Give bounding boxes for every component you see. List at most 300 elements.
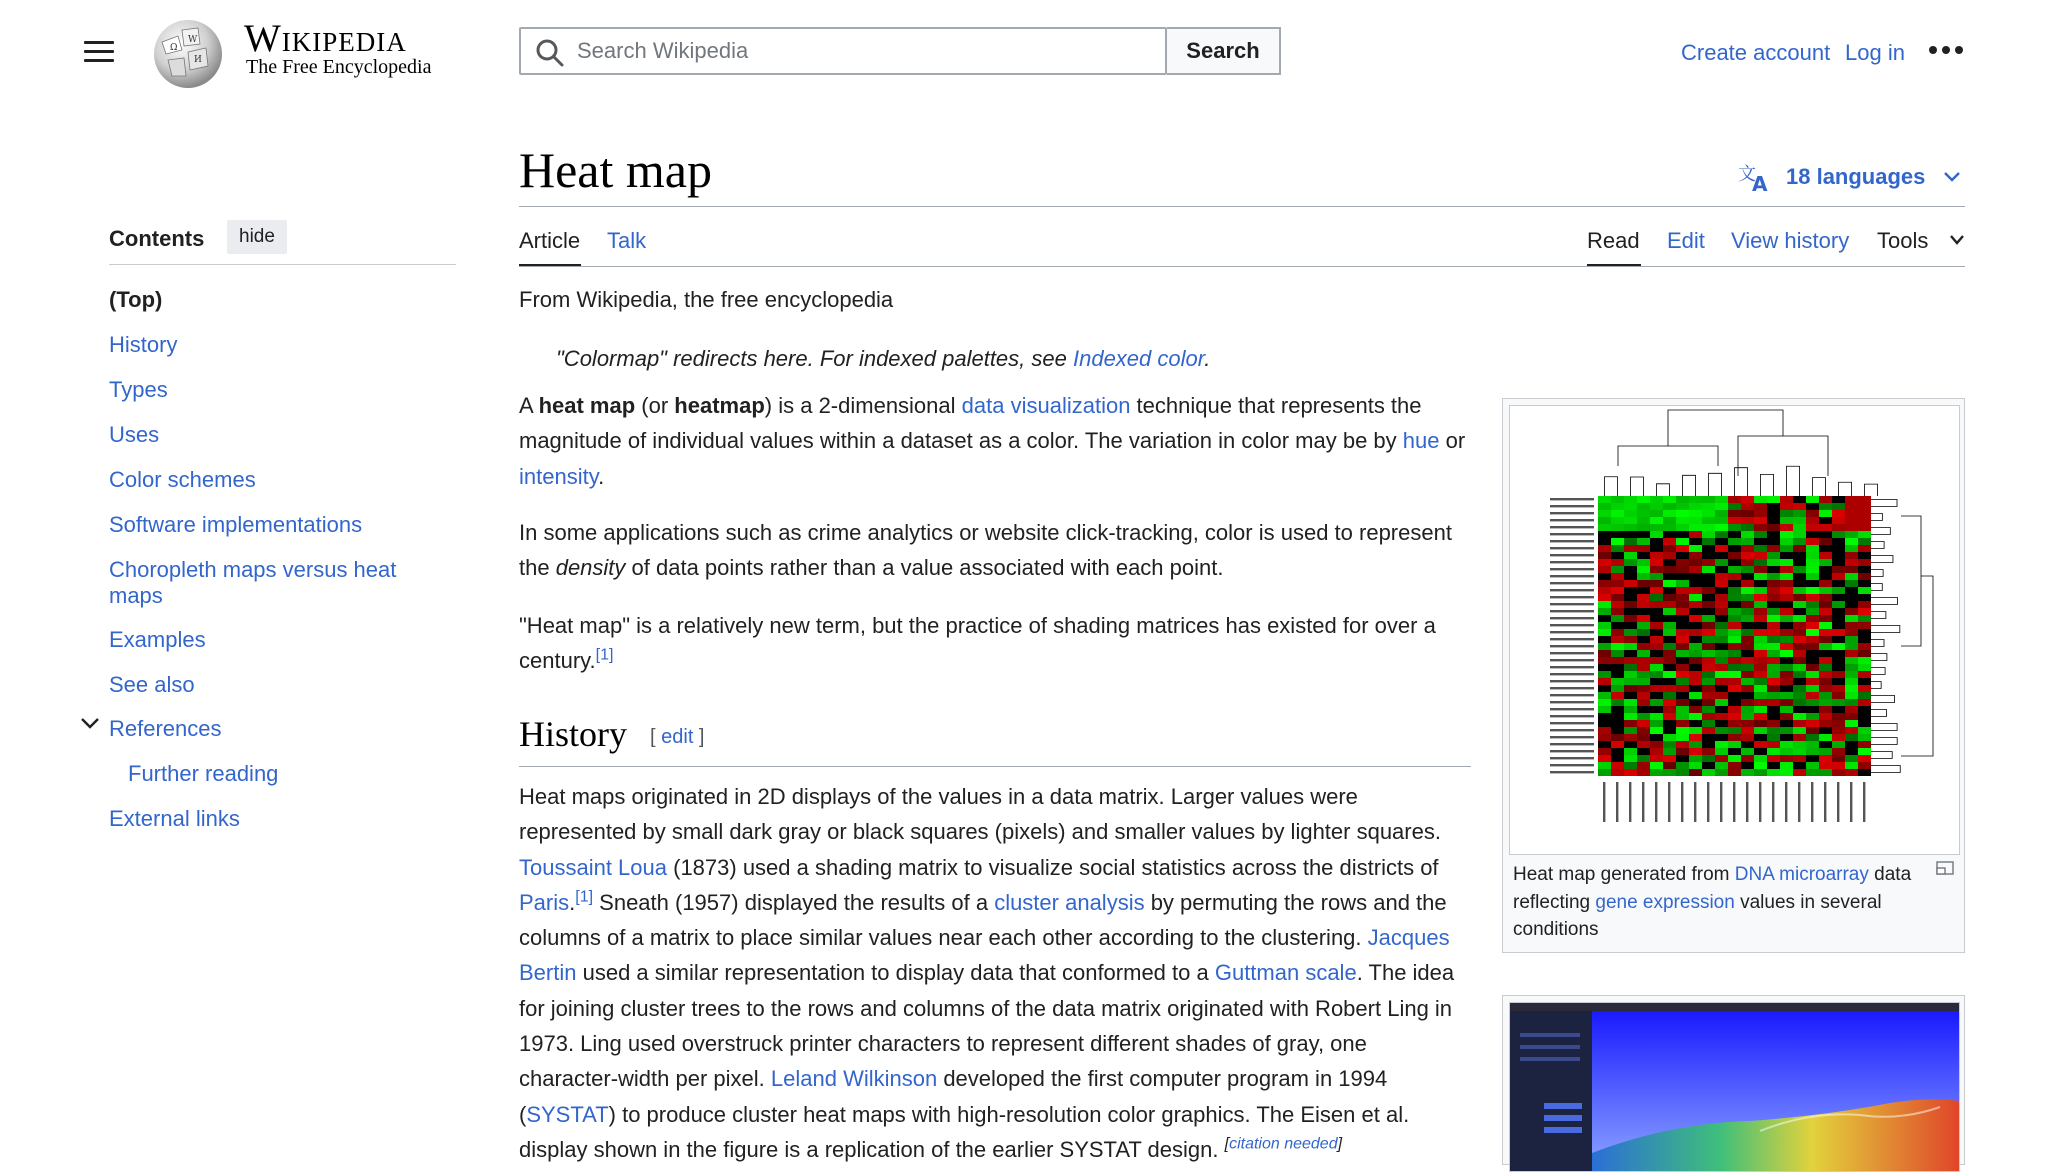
heatmap-cell: [1832, 685, 1845, 692]
heatmap-cell: [1754, 657, 1767, 664]
heatmap-cell: [1624, 769, 1637, 776]
heatmap-cell: [1715, 685, 1728, 692]
heatmap-cell: [1858, 678, 1871, 685]
column-label-mark: [1733, 782, 1735, 822]
toc-item-uses[interactable]: Uses: [109, 422, 160, 447]
heatmap-cell: [1858, 720, 1871, 727]
heatmap-cell: [1598, 636, 1611, 643]
heatmap-cell: [1780, 608, 1793, 615]
heatmap-cell: [1793, 496, 1806, 503]
heatmap-cell: [1832, 650, 1845, 657]
tab-view-history[interactable]: View history: [1731, 228, 1850, 253]
heatmap-cell: [1858, 692, 1871, 699]
heatmap-cell: [1663, 496, 1676, 503]
heatmap-cell: [1598, 762, 1611, 769]
heatmap-cell: [1832, 524, 1845, 531]
heatmap-cell: [1702, 713, 1715, 720]
heatmap-cell: [1741, 496, 1754, 503]
column-label-mark: [1785, 782, 1787, 822]
heatmap-cell: [1819, 741, 1832, 748]
heatmap-cell: [1793, 713, 1806, 720]
heatmap-cell: [1793, 608, 1806, 615]
site-sub-tagline: From Wikipedia, the free encyclopedia: [519, 287, 894, 312]
toc-item-external-links[interactable]: External links: [109, 806, 240, 831]
heatmap-cell: [1780, 524, 1793, 531]
heatmap-cell: [1702, 741, 1715, 748]
heatmap-cell: [1611, 622, 1624, 629]
systat-link[interactable]: SYSTAT: [526, 1101, 609, 1127]
heatmap-cell: [1793, 601, 1806, 608]
reference-link[interactable]: [1]: [595, 646, 614, 664]
heatmap-cell: [1767, 503, 1780, 510]
toc-item-references[interactable]: References: [109, 716, 222, 741]
heatmap-cell: [1702, 510, 1715, 517]
heatmap-cell: [1832, 573, 1845, 580]
reference-link[interactable]: [1]: [575, 888, 594, 906]
heatmap-cell: [1767, 538, 1780, 545]
heatmap-cell: [1858, 664, 1871, 671]
heatmap-cell: [1689, 608, 1702, 615]
heatmap-cell: [1702, 706, 1715, 713]
row-label-mark: [1550, 687, 1594, 689]
heatmap-cell: [1728, 734, 1741, 741]
heatmap-cell: [1858, 671, 1871, 678]
heatmap-cell: [1663, 531, 1676, 538]
heatmap-cell: [1663, 636, 1676, 643]
heatmap-cell: [1676, 762, 1689, 769]
heatmap-cell: [1650, 734, 1663, 741]
heatmap-cell: [1728, 769, 1741, 776]
edit-section-link[interactable]: edit: [661, 726, 694, 748]
heatmap-cell: [1598, 573, 1611, 580]
heatmap-cell: [1676, 720, 1689, 727]
heatmap-cell: [1780, 671, 1793, 678]
toc-item-choropleth-maps[interactable]: Choropleth maps versus heat maps: [109, 557, 397, 608]
heatmap-cell: [1741, 559, 1754, 566]
heatmap-cell: [1832, 720, 1845, 727]
heatmap-cell: [1754, 769, 1767, 776]
figure-software-screenshot: [1502, 995, 1965, 1165]
toc-hide-button[interactable]: hide: [227, 220, 287, 254]
heatmap-cell: [1663, 601, 1676, 608]
heatmap-cell: [1715, 517, 1728, 524]
heatmap-cell: [1793, 657, 1806, 664]
tab-edit[interactable]: Edit: [1667, 228, 1705, 253]
log-in-link[interactable]: Log in: [1845, 40, 1905, 65]
heatmap-cell: [1728, 629, 1741, 636]
heatmap-cell: [1832, 622, 1845, 629]
heatmap-cell: [1754, 699, 1767, 706]
heatmap-cell: [1637, 496, 1650, 503]
heatmap-cell: [1624, 552, 1637, 559]
heatmap-cell: [1845, 608, 1858, 615]
heatmap-cell: [1689, 496, 1702, 503]
heatmap-cell: [1663, 762, 1676, 769]
toc-item-top[interactable]: (Top): [109, 287, 163, 312]
toc-item-examples[interactable]: Examples: [109, 627, 206, 652]
heatmap-cell: [1806, 748, 1819, 755]
heatmap-cell: [1819, 678, 1832, 685]
heatmap-cell: [1715, 671, 1728, 678]
heatmap-cell: [1702, 643, 1715, 650]
search-input[interactable]: [577, 29, 1157, 73]
heatmap-cell: [1728, 496, 1741, 503]
heatmap-cell: [1806, 517, 1819, 524]
heatmap-cell: [1637, 636, 1650, 643]
heatmap-cell: [1845, 629, 1858, 636]
heatmap-cell: [1637, 524, 1650, 531]
heatmap-cell: [1650, 755, 1663, 762]
tab-article[interactable]: Article: [519, 228, 581, 253]
heatmap-image[interactable]: [1509, 405, 1960, 855]
heatmap-cell: [1754, 573, 1767, 580]
heatmap-cell: [1793, 664, 1806, 671]
heatmap-cell: [1845, 594, 1858, 601]
tools-menu[interactable]: Tools: [1877, 228, 1929, 253]
chevron-down-icon[interactable]: [1949, 234, 1965, 246]
heatmap-cell: [1624, 587, 1637, 594]
text: ) to produce cluster heat maps with high-resolution color graphics. The Eisen et al. display shown in the figure is a replication of the earlier SYSTAT design.: [519, 1101, 1410, 1162]
leland-wilkinson-link[interactable]: Leland Wilkinson: [770, 1066, 938, 1092]
heatmap-cell: [1598, 664, 1611, 671]
heatmap-cell: [1663, 671, 1676, 678]
heatmap-cell: [1676, 622, 1689, 629]
heatmap-cell: [1702, 692, 1715, 699]
more-options-icon[interactable]: [1929, 45, 1963, 55]
heatmap-cell: [1663, 699, 1676, 706]
heatmap-cell: [1793, 524, 1806, 531]
heatmap-cell: [1715, 587, 1728, 594]
heatmap-cell: [1676, 629, 1689, 636]
heatmap-cell: [1650, 559, 1663, 566]
heatmap-cell: [1676, 699, 1689, 706]
heatmap-cell: [1819, 552, 1832, 559]
heatmap-cell: [1793, 517, 1806, 524]
heatmap-cell: [1598, 650, 1611, 657]
heatmap-cell: [1715, 755, 1728, 762]
dna-microarray-link[interactable]: DNA microarray: [1734, 864, 1869, 885]
heatmap-cell: [1650, 678, 1663, 685]
heatmap-cell: [1845, 517, 1858, 524]
heatmap-cell: [1689, 741, 1702, 748]
heatmap-cell: [1637, 706, 1650, 713]
heatmap-cell: [1650, 685, 1663, 692]
heatmap-cell: [1650, 552, 1663, 559]
toc-item-further-reading[interactable]: Further reading: [128, 761, 279, 786]
wikipedia-globe-logo[interactable]: [148, 16, 228, 90]
heatmap-cell: [1819, 496, 1832, 503]
heatmap-cell: [1741, 755, 1754, 762]
heatmap-cell: [1806, 769, 1819, 776]
heatmap-cell: [1832, 636, 1845, 643]
heatmap-cell: [1832, 727, 1845, 734]
heatmap-cell: [1741, 594, 1754, 601]
heatmap-cell: [1624, 622, 1637, 629]
heatmap-cell: [1702, 615, 1715, 622]
jacques-bertin-link[interactable]: Jacques Bertin: [519, 925, 1450, 986]
heatmap-cell: [1663, 741, 1676, 748]
cluster-analysis-link[interactable]: cluster analysis: [994, 889, 1145, 915]
intensity-link[interactable]: intensity: [519, 463, 599, 489]
heatmap-cell: [1598, 685, 1611, 692]
heatmap-cell: [1624, 748, 1637, 755]
column-label-mark: [1642, 782, 1644, 822]
heatmap-cell: [1767, 657, 1780, 664]
heatmap-cell: [1858, 566, 1871, 573]
heatmap-cell: [1780, 755, 1793, 762]
heatmap-cell: [1676, 741, 1689, 748]
heatmap-cell: [1832, 748, 1845, 755]
heatmap-cell: [1650, 727, 1663, 734]
heatmap-cell: [1858, 643, 1871, 650]
heatmap-cell: [1702, 531, 1715, 538]
search-box[interactable]: [519, 27, 1167, 75]
column-label-mark: [1681, 782, 1683, 822]
heatmap-cell: [1689, 566, 1702, 573]
heading-divider: [519, 766, 1471, 767]
heatmap-cell: [1832, 629, 1845, 636]
heatmap-cell: [1780, 496, 1793, 503]
text: .: [598, 463, 605, 489]
heatmap-cell: [1715, 727, 1728, 734]
heatmap-cell: [1819, 636, 1832, 643]
guttman-scale-link[interactable]: Guttman scale: [1214, 960, 1357, 986]
heatmap-cell: [1637, 755, 1650, 762]
heatmap-cell: [1611, 615, 1624, 622]
heatmap-cell: [1715, 699, 1728, 706]
heatmap-cell: [1806, 629, 1819, 636]
heatmap-cell: [1689, 636, 1702, 643]
svg-text:И: И: [194, 55, 202, 65]
heatmap-cell: [1858, 762, 1871, 769]
heatmap-cell: [1845, 622, 1858, 629]
row-label-mark: [1550, 617, 1594, 619]
heatmap-cell: [1741, 650, 1754, 657]
heatmap-cell: [1611, 713, 1624, 720]
heatmap-cell: [1676, 664, 1689, 671]
heatmap-cell: [1624, 678, 1637, 685]
heatmap-cell: [1650, 510, 1663, 517]
heatmap-cell: [1767, 643, 1780, 650]
column-label-mark: [1798, 782, 1800, 822]
heatmap-cell: [1793, 559, 1806, 566]
heatmap-cell: [1741, 601, 1754, 608]
citation-needed-link[interactable]: citation needed: [1229, 1135, 1338, 1153]
heatmap-cell: [1832, 503, 1845, 510]
heatmap-cell: [1793, 741, 1806, 748]
row-label-mark: [1550, 519, 1594, 521]
heatmap-cell: [1676, 678, 1689, 685]
heatmap-cell: [1728, 608, 1741, 615]
heatmap-cell: [1780, 762, 1793, 769]
heatmap-cell: [1806, 643, 1819, 650]
heatmap-cell: [1689, 727, 1702, 734]
toc-item-software-implementations[interactable]: Software implementations: [109, 512, 363, 537]
heatmap-cell: [1806, 510, 1819, 517]
heatmap-cell: [1845, 503, 1858, 510]
heatmap-cell: [1650, 601, 1663, 608]
toc-item-types[interactable]: Types: [109, 377, 168, 402]
heatmap-cell: [1832, 762, 1845, 769]
heatmap-cell: [1806, 762, 1819, 769]
heatmap-cell: [1637, 552, 1650, 559]
heatmap-cell: [1624, 713, 1637, 720]
heatmap-cell: [1780, 769, 1793, 776]
heatmap-cell: [1741, 657, 1754, 664]
heatmap-cell: [1663, 552, 1676, 559]
toussaint-loua-link[interactable]: Toussaint Loua: [519, 854, 667, 880]
heatmap-cell: [1650, 615, 1663, 622]
heatmap-cell: [1637, 671, 1650, 678]
figure-heatmap: [1502, 398, 1965, 953]
heatmap-cell: [1767, 496, 1780, 503]
heatmap-cell: [1650, 769, 1663, 776]
heatmap-cell: [1767, 608, 1780, 615]
heatmap-cell: [1793, 678, 1806, 685]
heatmap-cell: [1611, 657, 1624, 664]
text: Heat map generated from: [1513, 864, 1735, 885]
heatmap-cell: [1715, 615, 1728, 622]
column-label-mark: [1707, 782, 1709, 822]
column-label-mark: [1772, 782, 1774, 822]
heatmap-cell: [1767, 601, 1780, 608]
heatmap-cell: [1832, 671, 1845, 678]
chevron-down-icon[interactable]: [80, 716, 100, 730]
hue-link[interactable]: hue: [1402, 428, 1440, 454]
heatmap-cell: [1780, 643, 1793, 650]
heatmap-cell: [1754, 615, 1767, 622]
heatmap-cell: [1715, 657, 1728, 664]
tab-read[interactable]: Read: [1587, 228, 1640, 253]
heatmap-cell: [1858, 734, 1871, 741]
heatmap-cell: [1793, 748, 1806, 755]
heatmap-cell: [1676, 727, 1689, 734]
toc-item-history[interactable]: History: [109, 332, 178, 357]
heatmap-cell: [1624, 734, 1637, 741]
toc-item-color-schemes[interactable]: Color schemes: [109, 467, 256, 492]
language-selector[interactable]: [1738, 160, 1961, 194]
heatmap-cell: [1819, 664, 1832, 671]
heatmap-cell: [1689, 629, 1702, 636]
heatmap-cell: [1689, 699, 1702, 706]
title-divider: [519, 206, 1965, 207]
heatmap-cell: [1780, 552, 1793, 559]
heatmap-cell: [1754, 636, 1767, 643]
heatmap-cell: [1793, 755, 1806, 762]
heatmap-cell: [1858, 531, 1871, 538]
heatmap-cell: [1832, 510, 1845, 517]
heatmap-cell: [1624, 538, 1637, 545]
heatmap-cell: [1702, 650, 1715, 657]
indexed-color-link[interactable]: Indexed color: [1072, 346, 1205, 371]
heatmap-cell: [1702, 664, 1715, 671]
create-account-link[interactable]: Create account: [1681, 40, 1831, 65]
heatmap-cell: [1611, 587, 1624, 594]
heatmap-cell: [1767, 762, 1780, 769]
toc-item-see-also[interactable]: See also: [109, 672, 195, 697]
heatmap-cell: [1689, 622, 1702, 629]
main-menu-button[interactable]: [84, 38, 116, 64]
heatmap-cell: [1819, 706, 1832, 713]
heatmap-cell: [1715, 580, 1728, 587]
wikipedia-wordmark[interactable]: Wikipedia: [244, 17, 407, 60]
heatmap-cell: [1624, 566, 1637, 573]
heatmap-cell: [1845, 510, 1858, 517]
data-visualization-link[interactable]: data visualization: [961, 393, 1131, 418]
heatmap-cell: [1676, 559, 1689, 566]
heatmap-cell: [1780, 692, 1793, 699]
heatmap-cell: [1780, 678, 1793, 685]
heatmap-cell: [1637, 699, 1650, 706]
heatmap-cell: [1754, 496, 1767, 503]
heatmap-cell: [1767, 685, 1780, 692]
heatmap-cell: [1598, 587, 1611, 594]
heatmap-cell: [1663, 510, 1676, 517]
heatmap-cell: [1780, 510, 1793, 517]
heatmap-cell: [1806, 713, 1819, 720]
gene-expression-link[interactable]: gene expression: [1595, 891, 1735, 913]
heatmap-cell: [1611, 629, 1624, 636]
heatmap-cell: [1728, 671, 1741, 678]
heatmap-cell: [1754, 629, 1767, 636]
heatmap-cell: [1767, 559, 1780, 566]
heatmap-cell: [1793, 706, 1806, 713]
heatmap-cell: [1741, 678, 1754, 685]
heatmap-cell: [1650, 706, 1663, 713]
row-label-mark: [1550, 575, 1594, 577]
heatmap-cell: [1715, 552, 1728, 559]
heatmap-cell: [1702, 762, 1715, 769]
heatmap-cell: [1624, 531, 1637, 538]
heatmap-cell: [1624, 629, 1637, 636]
heatmap-cell: [1793, 587, 1806, 594]
heatmap-cell: [1611, 727, 1624, 734]
paris-link[interactable]: Paris: [519, 889, 570, 915]
heatmap-cell: [1611, 734, 1624, 741]
heatmap-cell: [1832, 741, 1845, 748]
heatmap-cell: [1611, 769, 1624, 776]
heatmap-cell: [1780, 720, 1793, 727]
heatmap-cell: [1689, 762, 1702, 769]
enlarge-icon[interactable]: [1936, 861, 1954, 875]
heatmap-cell: [1819, 531, 1832, 538]
heatmap-cell: [1728, 741, 1741, 748]
heatmap-cell: [1611, 573, 1624, 580]
heatmap-cell: [1767, 727, 1780, 734]
heatmap-cell: [1663, 664, 1676, 671]
column-label-mark: [1850, 782, 1852, 822]
heatmap-cell: [1598, 643, 1611, 650]
heatmap-cell: [1858, 650, 1871, 657]
heatmap-cell: [1780, 699, 1793, 706]
search-button[interactable]: Search: [1167, 27, 1281, 75]
heatmap-cell: [1832, 545, 1845, 552]
heatmap-cell: [1858, 587, 1871, 594]
software-screenshot-image[interactable]: [1509, 1002, 1960, 1172]
heatmap-cell: [1832, 566, 1845, 573]
heatmap-cell: [1793, 650, 1806, 657]
tab-talk[interactable]: Talk: [607, 228, 647, 253]
heatmap-cell: [1702, 699, 1715, 706]
heatmap-cell: [1663, 559, 1676, 566]
history-heading: History: [519, 714, 627, 754]
heatmap-cell: [1637, 727, 1650, 734]
heatmap-cell: [1676, 566, 1689, 573]
heatmap-cell: [1689, 552, 1702, 559]
heatmap-cell: [1715, 734, 1728, 741]
heatmap-cell: [1819, 657, 1832, 664]
column-label-mark: [1655, 782, 1657, 822]
